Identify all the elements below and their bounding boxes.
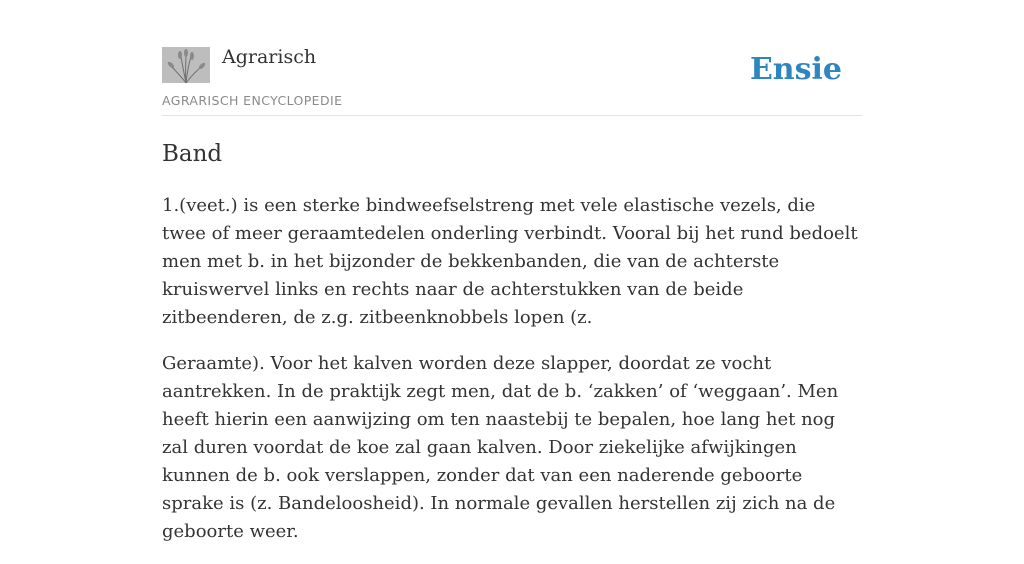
site-subtitle: AGRARISCH ENCYCLOPEDIE bbox=[162, 93, 343, 108]
ensie-logo-link[interactable]: Ensie bbox=[749, 52, 842, 87]
site-name-link[interactable]: Agrarisch bbox=[222, 46, 317, 68]
article-paragraph-2: Geraamte). Voor het kalven worden deze slapper, doordat ze vocht aantrekken. In de praktijk zegt men, dat de b. ‘zakken’ of ‘weggaan’. Men heeft hierin een aanwijzing om ten naastebij te bepalen, hoe lang het nog zal duren voordat de koe zal gaan kalven. Door ziekelijke afwijkingen kunnen de b. ook verslappen, zonder dat van een naderende geboorte sprake is (z. Bandeloosheid). In normale gevallen herstellen zij zich na de geboorte weer. bbox=[162, 353, 839, 542]
header bbox=[162, 44, 862, 116]
article-title: Band bbox=[162, 141, 223, 167]
article-paragraph-1: 1.(veet.) is een sterke bindweefselstreng met vele elastische vezels, die twee of meer geraamtedelen onderling verbindt. Vooral bij het rund bedoelt men met b. in het bijzonder de bekkenbanden, die van de achterste kruiswervel links en rechts naar de achterstukken van de beide zitbeenderen, de z.g. zitbeenknobbels lopen (z. bbox=[162, 195, 858, 328]
wheat-icon[interactable] bbox=[162, 47, 210, 83]
article bbox=[162, 138, 862, 564]
